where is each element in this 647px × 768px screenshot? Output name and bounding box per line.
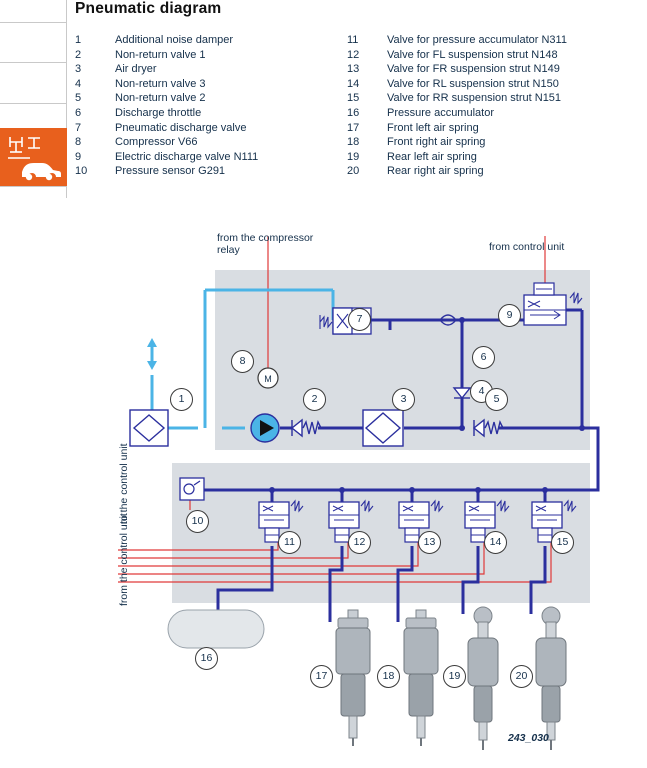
callout-2: 2 bbox=[303, 388, 326, 411]
legend-item bbox=[75, 33, 355, 48]
callout-3: 3 bbox=[392, 388, 415, 411]
callout-4: 4 bbox=[470, 380, 493, 403]
legend-number: 4 bbox=[75, 77, 82, 90]
legend-label: Pressure accumulator bbox=[387, 106, 494, 119]
legend-item bbox=[75, 150, 355, 165]
legend-number: 8 bbox=[75, 136, 82, 149]
page-title: Pneumatic diagram bbox=[75, 0, 222, 17]
rail-divider bbox=[0, 62, 67, 63]
legend-item bbox=[347, 48, 647, 63]
legend-label: Valve for FL suspension strut N148 bbox=[387, 48, 558, 61]
legend-number: 16 bbox=[347, 106, 360, 119]
callout-18: 18 bbox=[377, 665, 400, 688]
label-from-the-control-unit: from the control unit bbox=[118, 513, 130, 606]
legend-item bbox=[347, 106, 647, 121]
legend-label: Additional noise damper bbox=[115, 34, 234, 46]
callout-14: 14 bbox=[484, 531, 507, 554]
callout-12: 12 bbox=[348, 531, 371, 554]
legend-number: 17 bbox=[347, 121, 360, 134]
legend-item bbox=[75, 106, 355, 121]
legend-label: Valve for FR suspension strut N149 bbox=[387, 63, 560, 76]
label-from-compressor-relay-line1: from the compressor bbox=[217, 232, 314, 244]
legend-label: Electric discharge valve N111 bbox=[115, 150, 259, 163]
callout-15: 15 bbox=[551, 531, 574, 554]
callout-7: 7 bbox=[348, 308, 371, 331]
legend-number: 11 bbox=[347, 34, 359, 46]
callout-1: 1 bbox=[170, 388, 193, 411]
legend-number: 14 bbox=[347, 77, 360, 90]
callout-13: 13 bbox=[418, 531, 441, 554]
legend-item bbox=[347, 150, 647, 165]
legend-number: 9 bbox=[75, 150, 82, 163]
legend-item bbox=[347, 135, 647, 150]
legend-item bbox=[75, 48, 355, 63]
legend-label: Valve for pressure accumulator N311 bbox=[387, 34, 567, 46]
legend-number: 19 bbox=[347, 150, 360, 163]
legend-number: 20 bbox=[347, 165, 360, 178]
rail-divider bbox=[0, 103, 67, 104]
callout-6: 6 bbox=[472, 346, 495, 369]
noise-damper-symbol bbox=[130, 410, 168, 446]
rail-divider bbox=[0, 22, 67, 23]
callout-9: 9 bbox=[498, 304, 521, 327]
legend-column-right bbox=[347, 33, 647, 179]
legend-number: 5 bbox=[75, 92, 82, 105]
rear-left-air-spring bbox=[468, 607, 498, 750]
legend-item bbox=[75, 91, 355, 106]
callout-19: 19 bbox=[443, 665, 466, 688]
label-to-the-control-unit: to the control unit bbox=[118, 443, 130, 524]
legend-item bbox=[347, 33, 647, 48]
legend-label: Compressor V66 bbox=[115, 136, 198, 149]
legend-label: Front left air spring bbox=[387, 121, 479, 134]
suspension-car-icon bbox=[0, 128, 67, 186]
callout-20: 20 bbox=[510, 665, 533, 688]
legend-item bbox=[75, 164, 355, 179]
air-intake-arrow bbox=[147, 338, 157, 370]
pneumatic-diagram bbox=[0, 210, 647, 768]
legend-item bbox=[75, 77, 355, 92]
rail-divider bbox=[0, 186, 67, 187]
legend-label: Non-return valve 3 bbox=[115, 77, 206, 90]
legend-number: 2 bbox=[75, 48, 82, 61]
legend-number: 15 bbox=[347, 92, 360, 105]
pressure-sensor-symbol bbox=[180, 478, 204, 500]
legend-label: Valve for RL suspension strut N150 bbox=[387, 77, 559, 90]
legend-number: 7 bbox=[75, 121, 82, 134]
legend-item bbox=[75, 121, 355, 136]
callout-17: 17 bbox=[310, 665, 333, 688]
front-right-air-spring bbox=[404, 610, 438, 746]
legend-item bbox=[347, 62, 647, 77]
legend-label: Valve for RR suspension strut N151 bbox=[387, 92, 562, 105]
legend-item bbox=[75, 135, 355, 150]
label-from-control-unit: from control unit bbox=[489, 241, 565, 253]
legend-number: 3 bbox=[75, 63, 82, 76]
legend-label: Pneumatic discharge valve bbox=[115, 121, 247, 134]
callout-5: 5 bbox=[485, 388, 508, 411]
legend-item bbox=[347, 121, 647, 136]
legend-item bbox=[347, 91, 647, 106]
callout-11: 11 bbox=[278, 531, 301, 554]
legend-number: 10 bbox=[75, 165, 88, 178]
label-from-compressor-relay-line2: relay bbox=[217, 244, 240, 256]
legend-label: Non-return valve 2 bbox=[115, 92, 206, 105]
legend-number: 13 bbox=[347, 63, 360, 76]
figure-code: 243_030 bbox=[508, 732, 549, 744]
legend-item bbox=[75, 62, 355, 77]
legend-number: 12 bbox=[347, 48, 360, 61]
legend-number: 18 bbox=[347, 136, 360, 149]
legend-number: 6 bbox=[75, 106, 82, 119]
pressure-accumulator-symbol bbox=[168, 610, 264, 648]
callout-8: 8 bbox=[231, 350, 254, 373]
legend-item bbox=[347, 164, 647, 179]
callout-10: 10 bbox=[186, 510, 209, 533]
legend-label: Air dryer bbox=[115, 63, 157, 76]
legend-number: 1 bbox=[75, 34, 82, 46]
front-left-air-spring bbox=[336, 610, 370, 746]
legend-label: Front right air spring bbox=[387, 136, 486, 149]
legend-label: Discharge throttle bbox=[115, 106, 202, 119]
legend-label: Rear right air spring bbox=[387, 165, 484, 178]
legend-label: Non-return valve 1 bbox=[115, 48, 206, 61]
air-dryer-symbol bbox=[363, 410, 403, 446]
rear-right-air-spring bbox=[536, 607, 566, 750]
legend-label: Pressure sensor G291 bbox=[115, 165, 226, 178]
legend-column-left bbox=[75, 33, 355, 179]
legend-item bbox=[347, 77, 647, 92]
callout-16: 16 bbox=[195, 647, 218, 670]
legend-label: Rear left air spring bbox=[387, 150, 477, 163]
svg-text:M: M bbox=[264, 374, 272, 384]
